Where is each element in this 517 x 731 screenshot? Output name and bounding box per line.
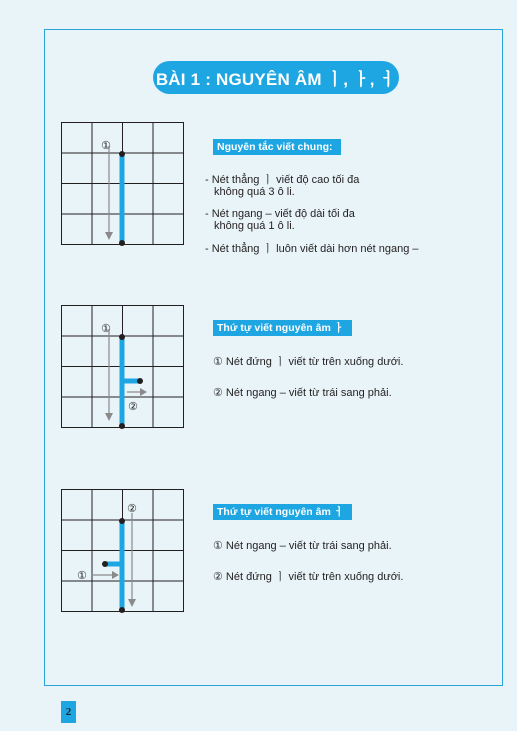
arrow-head-icon — [128, 599, 136, 607]
section2-label: Thứ tự viết nguyên âm ㅏ — [213, 320, 352, 336]
arrow-head-icon — [112, 571, 119, 579]
grid-diagram-2 — [61, 305, 184, 428]
stroke-start-dot — [119, 518, 125, 524]
arrow-head-icon — [105, 232, 113, 240]
arrow-head-icon — [140, 388, 147, 396]
step-1-marker: ① — [77, 569, 87, 582]
stroke-start-dot — [102, 561, 108, 567]
rule-line-1: - Nét thẳng ㅣ viết độ cao tối đa — [205, 174, 360, 186]
step-1-marker: ① — [101, 322, 111, 335]
rule-line-3: - Nét ngang – viết độ dài tối đa — [205, 208, 355, 220]
step-line-1: ① Nét đứng ㅣ viết từ trên xuống dưới. — [213, 356, 404, 368]
rule-line-5: - Nét thẳng ㅣ luôn viết dài hơn nét ngang – — [205, 243, 419, 255]
page-number: 2 — [61, 701, 76, 723]
step-2-marker: ② — [127, 502, 137, 515]
stroke-end-dot — [119, 240, 125, 246]
rule-line-4: không quá 1 ô li. — [214, 220, 295, 232]
rule-line-2: không quá 3 ô li. — [214, 186, 295, 198]
step-line-1: ① Nét ngang – viết từ trái sang phải. — [213, 540, 392, 552]
stroke-end-dot — [119, 607, 125, 613]
grid-diagram-3 — [61, 489, 184, 612]
section1-label: Nguyên tắc viết chung: — [213, 139, 341, 155]
stroke-start-dot — [119, 334, 125, 340]
step-line-2: ② Nét ngang – viết từ trái sang phải. — [213, 387, 392, 399]
stroke-start-dot — [119, 151, 125, 157]
step-line-2: ② Nét đứng ㅣ viết từ trên xuống dưới. — [213, 571, 404, 583]
lesson-title: BÀI 1 : NGUYÊN ÂM ㅣ, ㅏ, ㅓ — [153, 61, 399, 94]
stroke-end-dot — [119, 423, 125, 429]
step-2-marker: ② — [128, 400, 138, 413]
stroke-end-dot — [137, 378, 143, 384]
section3-label: Thứ tự viết nguyên âm ㅓ — [213, 504, 352, 520]
arrow-head-icon — [105, 413, 113, 421]
step-1-marker: ① — [101, 139, 111, 152]
grid-diagram-1 — [61, 122, 184, 245]
